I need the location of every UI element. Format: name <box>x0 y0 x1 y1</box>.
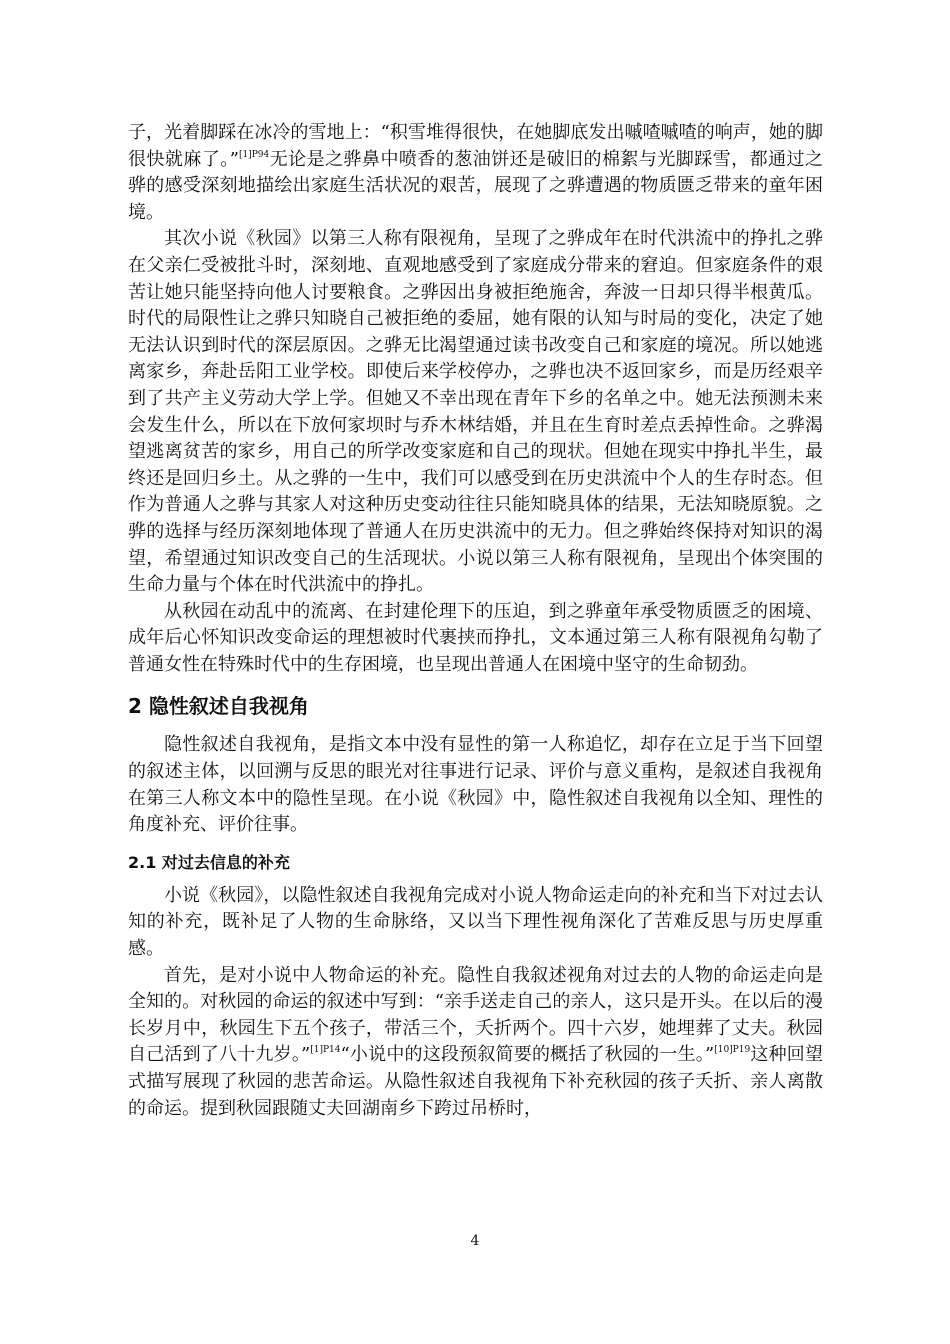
section-paragraph: 隐性叙述自我视角，是指文本中没有显性的第一人称追忆，却存在立足于当下回望的叙述主体，以回溯与反思的眼光对往事进行记录、评价与意义重构，是叙述自我视角在第三人称文本中的隐性呈现。在小说《秋园》中，隐性叙述自我视角以全知、理性的角度补充、评价往事。 <box>128 734 823 836</box>
text-run: 这种回望式描写展现了秋园的悲苦命运。从隐性叙述自我视角下补充秋园的孩子夭折、亲人离散的命运。提到秋园跟随丈夫回湖南乡下跨过吊桥时， <box>128 1044 824 1119</box>
text-run: 从秋园在动乱中的流离、在封建伦理下的压迫，到之骅童年承受物质匮乏的困境、成年后心怀知识改变命运的理想被时代裹挟而挣扎，文本通过第三人称有限视角勾勒了普通女性在特殊时代中的生存困境，也呈现出普通人在困境中坚守的生命韧劲。 <box>128 600 823 675</box>
text-run: 其次小说《秋园》以第三人称有限视角，呈现了之骅成年在时代洪流中的挣扎之骅在父亲仁受被批斗时，深刻地、直观地感受到了家庭成分带来的窘迫。但家庭条件的艰苦让她只能坚持向他人讨要粮食。之骅因出身被拒绝施舍，奔波一日却只得半根黄瓜。时代的局限性让之骅只知晓自己被拒绝的委屈，她有限的认知与时局的变化，决定了她无法认识到时代的深层原因。之骅无比渴望通过读书改变自己和家庭的境况。所以她逃离家乡，奔赴岳阳工业学校。即使后来学校停办，之骅也决不返回家乡，而是历经艰辛到了共产主义劳动大学上学。但她又不幸出现在青年下乡的名单之中。她无法预测未来会发生什么，所以在下放何家坝时与乔木林结婚，并且在生育时差点丢掉性命。之骅渴望逃离贫苦的家乡，用自己的所学改变家庭和自己的现状。但她在现实中挣扎半生，最终还是回归乡土。从之骅的一生中，我们可以感受到在历史洪流中个人的生存时态。但作为普通人之骅与其家人对这种历史变动往往只能知晓具体的结果，无法知晓原貌。之骅的选择与经历深刻地体现了普通人在历史洪流中的无力。但之骅始终保持对知识的渴望，希望通过知识改变自己的生活现状。小说以第三人称有限视角，呈现出个体突围的生命力量与个体在时代洪流中的挣扎。 <box>128 228 823 596</box>
page-number: 4 <box>470 1233 480 1249</box>
text-run: “小说中的这段预叙简要的概括了秋园的一生。” <box>340 1044 715 1066</box>
section-heading: 2 隐性叙述自我视角 <box>128 694 309 719</box>
paragraph-3 <box>128 599 823 679</box>
paragraph-1 <box>128 120 823 226</box>
citation-superscript: [10]P19 <box>714 1045 751 1056</box>
text-run: 首先，是对小说中人物命运的补充。隐性自我叙述视角对过去的人物的命运走向是全知的。对秋园的命运的叙述中写到：“亲手送走自己的亲人，这只是开头。在以后的漫长岁月中，秋园生下五个孩子，带活三个，夭折两个。四十六岁，她埋葬了丈夫。秋园自己活到了八十九岁。” <box>128 964 823 1066</box>
text-run: 小说《秋园》，以隐性叙述自我视角完成对小说人物命运走向的补充和当下对过去认知的补充，既补足了人物的生命脉络，又以当下理性视角深化了苦难反思与历史厚重感。 <box>128 884 823 960</box>
citation-superscript: [1]P14 <box>310 1045 341 1056</box>
subsection-heading: 2.1 对过去信息的补充 <box>128 852 290 872</box>
body-text <box>128 120 823 1122</box>
paragraph-6 <box>128 963 823 1123</box>
paragraph-5 <box>128 883 823 963</box>
paragraph-2 <box>128 226 823 598</box>
text-run: 无论是之骅鼻中喷香的葱油饼还是破旧的棉絮与光脚踩雪，都通过之骅的感受深刻地描绘出家庭生活状况的艰苦，展现了之骅遭遇的物质匮乏带来的童年困境。 <box>128 148 824 223</box>
text-run: 子，光着脚踩在冰冷的雪地上：“积雪堆得很快，在她脚底发出嘁喳嘁喳的响声，她的脚很快就麻了。” <box>128 122 823 170</box>
citation-superscript: [1]P94 <box>238 149 270 160</box>
